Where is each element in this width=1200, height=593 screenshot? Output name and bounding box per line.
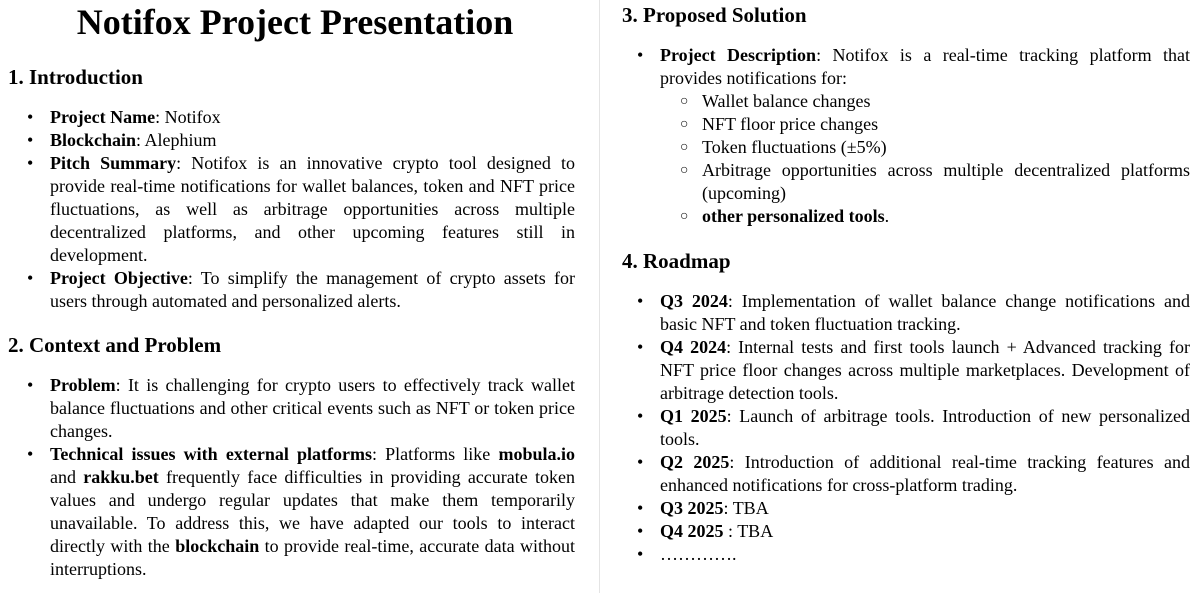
list-item xyxy=(25,267,575,313)
document-title: Notifox Project Presentation xyxy=(76,2,514,42)
item-text: frequently face difficulties in providing accurate token values and undergo regular updates that make them temporarily unavailable. To address this, we have adapted our tools to interact directly with the xyxy=(50,467,575,556)
item-label: Q4 2025 xyxy=(660,521,724,541)
list-item xyxy=(635,336,1190,405)
item-text: : TBA xyxy=(723,498,769,518)
item-text: to provide real-time, accurate data without interruptions. xyxy=(50,536,576,579)
platform-name-rakku: rakku.bet xyxy=(83,467,159,487)
list-item xyxy=(25,129,575,152)
item-label: other personalized tools xyxy=(702,206,885,226)
list-item xyxy=(635,44,1190,228)
item-text: : Notifox xyxy=(155,107,221,127)
item-label: Technical issues with external platforms xyxy=(50,444,372,464)
item-text: : Internal tests and first tools launch + Advanced tracking for NFT price floor changes across multiple marketplaces. Development of arbitrage detection tools. xyxy=(660,337,1190,403)
context-list xyxy=(25,374,575,581)
item-text: : To simplify the management of crypto assets for users through automated and personalized alerts. xyxy=(50,268,575,311)
item-text: : Notifox is a real-time tracking platform that provides notifications for: xyxy=(660,45,1190,88)
item-label: Q3 2024 xyxy=(660,291,728,311)
sub-list-item xyxy=(660,205,1190,228)
item-text: : Launch of arbitrage tools. Introduction of new personalized tools. xyxy=(660,406,1190,449)
item-text: : It is challenging for crypto users to effectively track wallet balance fluctuations and other critical events such as NFT or token price changes. xyxy=(50,375,575,441)
ellipsis-text: …………. xyxy=(660,544,737,564)
list-item xyxy=(25,106,575,129)
list-item xyxy=(635,290,1190,336)
list-item xyxy=(635,451,1190,497)
item-label: Blockchain xyxy=(50,130,137,150)
roadmap-list xyxy=(635,290,1190,566)
sub-list-item: ○ NFT floor price changes xyxy=(660,113,1190,136)
item-label: Project Description xyxy=(660,45,817,65)
sub-list-item: ○ Wallet balance changes xyxy=(660,90,1190,113)
item-text: : TBA xyxy=(723,521,774,541)
item-text: : Implementation of wallet balance change notifications and basic NFT and token fluctuation tracking. xyxy=(660,291,1190,334)
list-item xyxy=(635,405,1190,451)
right-column xyxy=(610,0,1195,593)
item-text: : Platforms like xyxy=(371,444,499,464)
solution-sublist xyxy=(660,90,1190,228)
introduction-list xyxy=(25,106,575,313)
platform-name-mobula: mobula.io xyxy=(498,444,575,464)
section-heading-solution: 3. Proposed Solution xyxy=(622,3,807,27)
item-text: and xyxy=(50,467,84,487)
item-text: : Notifox is an innovative crypto tool designed to provide real-time notifications for wallet balances, token and NFT price fluctuations, as well as arbitrage opportunities across multiple decentralized platforms, and other upcoming features still in development. xyxy=(50,153,575,265)
item-label: Project Name xyxy=(50,107,156,127)
column-divider xyxy=(599,0,600,593)
list-item xyxy=(635,497,1190,520)
sub-list-item: ○ Arbitrage opportunities across multiple decentralized platforms (upcoming) xyxy=(660,159,1190,205)
item-text: : Alephium xyxy=(136,130,217,150)
section-heading-context: 2. Context and Problem xyxy=(8,333,222,357)
item-label: Project Objective xyxy=(50,268,188,288)
item-label: Pitch Summary xyxy=(50,153,177,173)
item-label: Q1 2025 xyxy=(660,406,727,426)
list-item xyxy=(25,374,575,443)
item-text: : Introduction of additional real-time tracking features and enhanced notifications for cross-platform trading. xyxy=(660,452,1190,495)
list-item xyxy=(635,543,1190,566)
list-item xyxy=(25,152,575,267)
list-item xyxy=(635,520,1190,543)
left-column xyxy=(0,0,590,593)
item-label: Q4 2024 xyxy=(660,337,727,357)
item-text: . xyxy=(884,206,890,226)
solution-list xyxy=(635,44,1190,228)
blockchain-keyword: blockchain xyxy=(175,536,260,556)
item-label: Problem xyxy=(50,375,116,395)
item-label: Q2 2025 xyxy=(660,452,730,472)
section-heading-roadmap: 4. Roadmap xyxy=(622,249,731,273)
section-heading-introduction: 1. Introduction xyxy=(8,65,143,89)
item-label: Q3 2025 xyxy=(660,498,724,518)
list-item xyxy=(25,443,575,581)
sub-list-item: ○ Token fluctuations (±5%) xyxy=(660,136,1190,159)
